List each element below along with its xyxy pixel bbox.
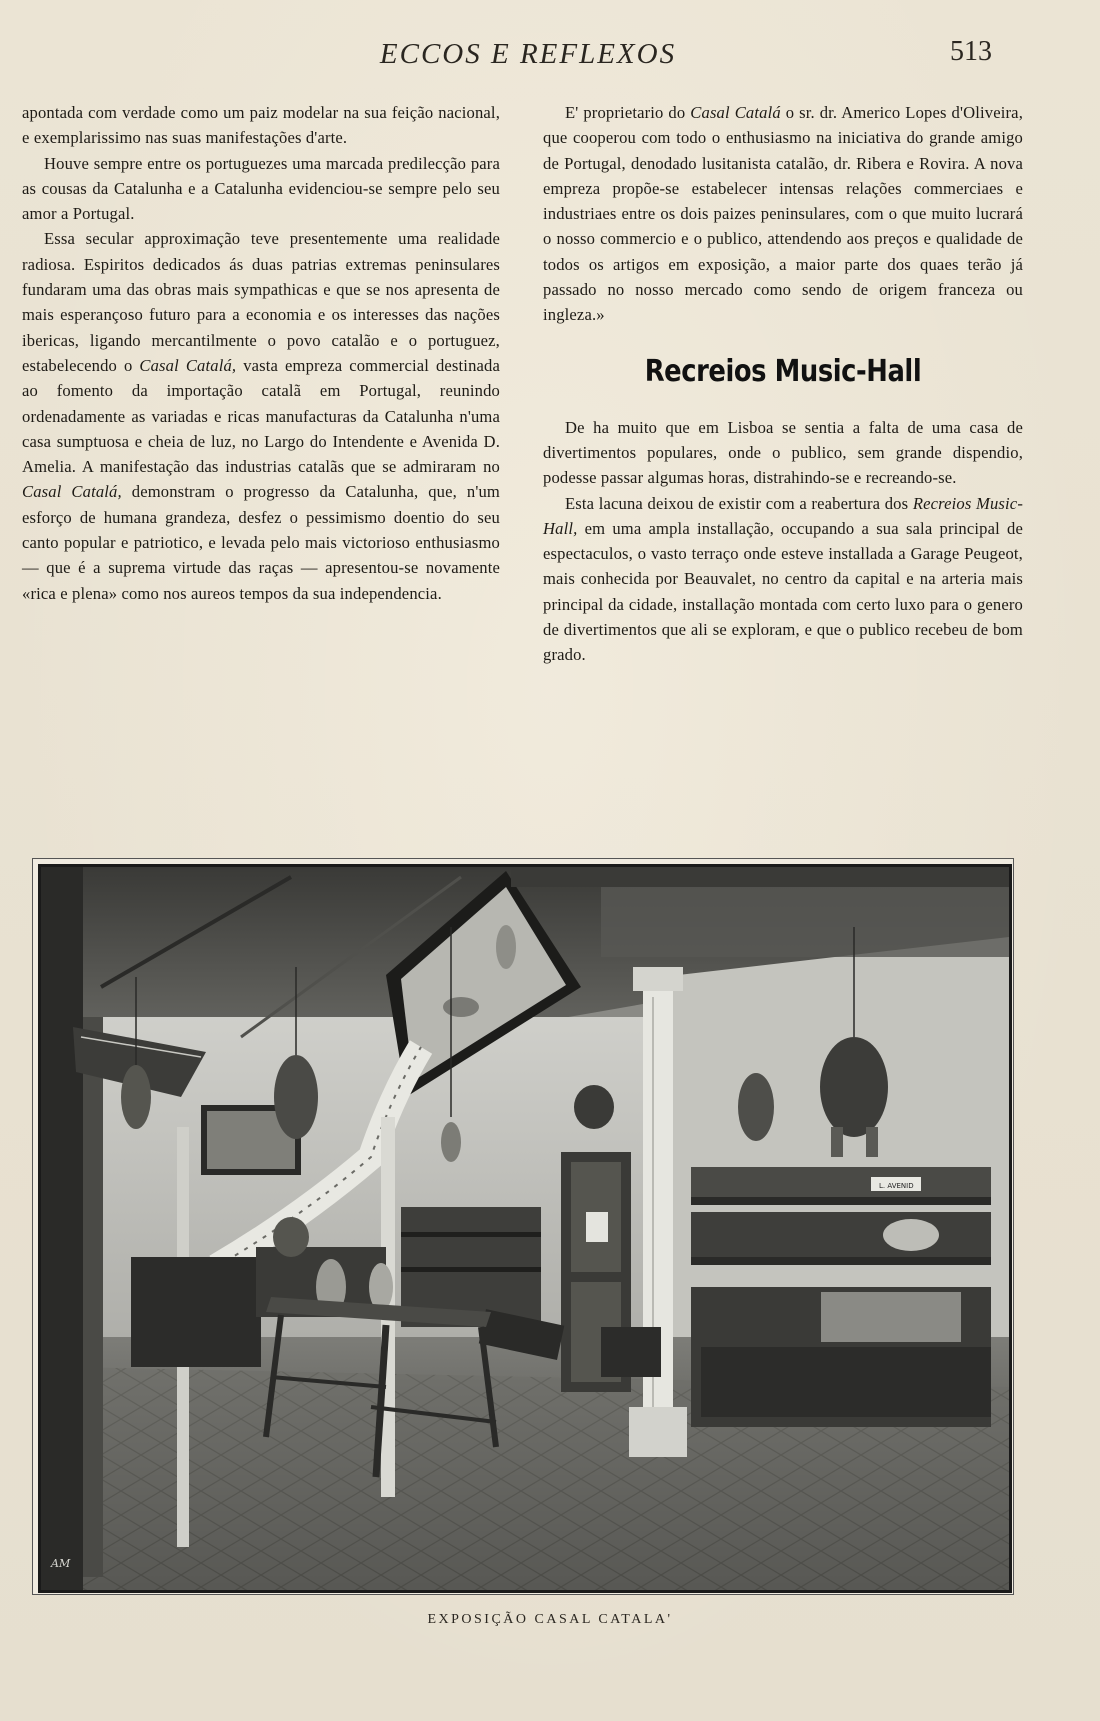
page-number: 513 [950, 36, 992, 67]
casal-catala-name: Casal Catalá [690, 103, 781, 122]
paragraph-text: Essa secular approximação teve presentemente uma realidade radiosa. Espiritos dedicados ás duas patrias extremas peninsulares fundaram uma das obras mais sympathicas e que se nos apresenta de mais esperançoso futuro para a economia e os interesses das nações ibericas, ligando mercantilmente o povo catalão e o portuguez, estabelecendo o [22, 229, 500, 375]
photo-frame [32, 858, 1014, 1595]
paragraph [543, 100, 1023, 328]
casal-catala-name: Casal Catalá, [139, 355, 237, 375]
running-title: ECCOS E REFLEXOS [379, 38, 677, 70]
interior-scene [41, 867, 1009, 1590]
photographer-mark: AM [51, 1557, 71, 1570]
section-heading: Recreios Music-Hall [644, 353, 922, 389]
paragraph-text: E' proprietario do [565, 103, 686, 122]
paragraph: De ha muito que em Lisboa se sentia a falta de uma casa de divertimentos populares, onde o publico, sem grande dispendio, podesse passar algumas horas, distrahindo-se e recreando-se. [543, 417, 1023, 488]
photo-caption: EXPOSIÇÃO CASAL CATALA' [427, 1612, 673, 1627]
paragraph-text: o sr. dr. Americo Lopes d'Oliveira, que cooperou com todo o enthusiasmo na iniciativa do grande amigo de Portugal, denodado lusitanista catalão, dr. Ribera e Rovira. A nova empreza propõe-se estabelecer intensas relações commerciaes e industriaes entre os dois paizes peninsulares, com o que muito lucrará o nosso commercio e o publico, attendendo aos preços e qualidade de todos os artigos em exposição, a maior parte dos quaes terão já passado no nosso mercado como sendo de origem franceza ou ingleza.» [543, 103, 1023, 325]
paragraph [22, 226, 500, 605]
recreios-name: Recreios Music-Hall, [543, 493, 1023, 538]
paragraph: Houve sempre entre os portuguezes uma marcada predilecção para as cousas da Catalunha e a Catalunha evidenciou-se sempre pelo seu amor a Portugal. [22, 153, 500, 224]
exhibition-photo [38, 864, 1012, 1593]
casal-catala-name: Casal Catalá, [22, 482, 122, 502]
paragraph [543, 491, 1023, 668]
right-text-column [543, 100, 1023, 668]
left-text-column [22, 100, 500, 606]
paragraph-text: Esta lacuna deixou de existir com a reabertura dos [565, 493, 909, 513]
paragraph-text: em uma ampla installação, occupando a sua sala principal de espectaculos, o vasto terraço onde esteve installada a Garage Peugeot, mais conhecida por Beauvalet, no centro da capital e na arteria mais principal da cidade, installação montada com certo luxo para o genero de divertimentos que ali se exploram, e que o publico recebeu de bom grado. [543, 518, 1023, 665]
paragraph: apontada com verdade como um paiz modelar na sua feição nacional, e exemplarissimo nas suas manifestações d'arte. [22, 103, 500, 148]
paragraph-text: vasta empreza commercial destinada ao fomento da importação catalã em Portugal, reunindo ordenadamente as variadas e ricas manufacturas da Catalunha n'uma casa sumptuosa e cheia de luz, no Largo do Intendente e Avenida D. Amelia. A manifestação das industrias catalãs que se admiraram no [22, 355, 500, 477]
paragraph-text: demonstram o progresso da Catalunha, que, n'um esforço de humana grandeza, desfez o pessimismo doentio do seu canto popular e patriotico, e levada pelo mais victorioso enthusiasmo — que é a suprema virtude das raças — apresentou-se novamente «rica e plena» como nos aureos tempos da sua independencia. [22, 482, 500, 603]
shelf-sign: L. AVENID [879, 1182, 914, 1190]
